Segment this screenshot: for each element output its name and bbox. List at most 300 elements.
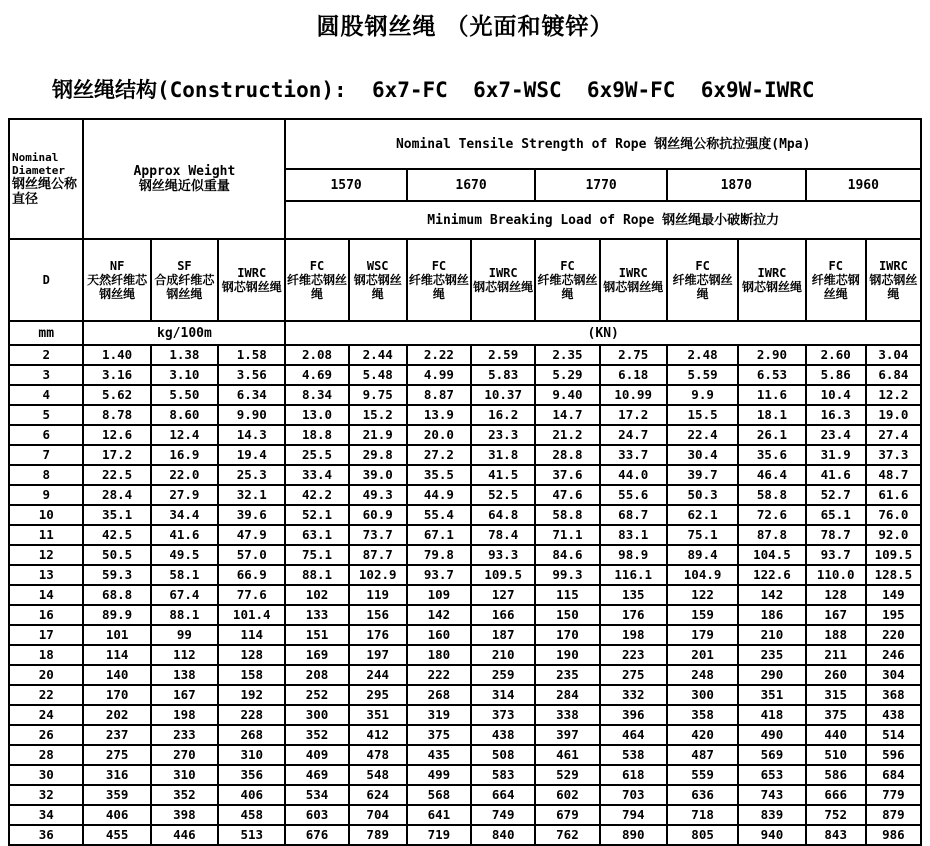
construction-item: 6x9W-IWRC [700,78,815,102]
value-cell: 469 [285,765,348,785]
value-cell: 3.16 [83,365,150,385]
approx-weight-en: Approx Weight [133,164,236,179]
value-cell: 33.4 [285,465,348,485]
value-cell: 25.5 [285,445,348,465]
type-code: FC [560,259,575,273]
value-cell: 27.9 [151,485,218,505]
value-cell: 12.6 [83,425,150,445]
diameter-cell: 4 [9,385,83,405]
value-cell: 28.4 [83,485,150,505]
value-cell: 167 [806,605,866,625]
value-cell: 789 [349,825,407,845]
value-cell: 9.90 [218,405,285,425]
value-cell: 115 [535,585,599,605]
value-cell: 461 [535,745,599,765]
value-cell: 3.56 [218,365,285,385]
value-cell: 270 [151,745,218,765]
type-cn: 纤维芯钢丝绳 [672,273,733,301]
value-cell: 2.35 [535,345,599,365]
value-cell: 9.75 [349,385,407,405]
value-cell: 67.4 [151,585,218,605]
table-row [9,525,921,545]
value-cell: 15.5 [667,405,738,425]
type-cn: 钢芯钢丝绳 [869,273,918,301]
value-cell: 664 [471,785,535,805]
value-cell: 4.99 [407,365,471,385]
value-cell: 5.62 [83,385,150,405]
value-cell: 127 [471,585,535,605]
value-cell: 62.1 [667,505,738,525]
value-cell: 156 [349,605,407,625]
value-cell: 248 [667,665,738,685]
value-cell: 2.75 [600,345,667,365]
value-cell: 406 [83,805,150,825]
value-cell: 718 [667,805,738,825]
value-cell: 244 [349,665,407,685]
value-cell: 201 [667,645,738,665]
weight-type-header [83,239,150,321]
type-code: IWRC [488,266,518,280]
table-row [9,465,921,485]
value-cell: 358 [667,705,738,725]
value-cell: 290 [738,665,805,685]
load-type-header [667,239,738,321]
value-cell: 9.40 [535,385,599,405]
value-cell: 805 [667,825,738,845]
value-cell: 762 [535,825,599,845]
value-cell: 98.9 [600,545,667,565]
value-cell: 14.7 [535,405,599,425]
value-cell: 8.87 [407,385,471,405]
table-row [9,365,921,385]
value-cell: 37.3 [866,445,921,465]
value-cell: 368 [866,685,921,705]
value-cell: 418 [738,705,805,725]
value-cell: 514 [866,725,921,745]
table-row [9,825,921,845]
value-cell: 2.60 [806,345,866,365]
value-cell: 223 [600,645,667,665]
grade-cell: 1570 [285,169,406,201]
value-cell: 176 [349,625,407,645]
value-cell: 420 [667,725,738,745]
table-row [9,345,921,365]
value-cell: 3.10 [151,365,218,385]
table-row [9,625,921,645]
value-cell: 35.5 [407,465,471,485]
value-cell: 464 [600,725,667,745]
value-cell: 375 [407,725,471,745]
value-cell: 35.1 [83,505,150,525]
value-cell: 879 [866,805,921,825]
value-cell: 569 [738,745,805,765]
type-code: IWRC [757,266,787,280]
value-cell: 24.7 [600,425,667,445]
value-cell: 19.0 [866,405,921,425]
value-cell: 28.8 [535,445,599,465]
type-cn: 纤维芯钢丝绳 [811,273,860,301]
value-cell: 188 [806,625,866,645]
value-cell: 75.1 [285,545,348,565]
value-cell: 72.6 [738,505,805,525]
diameter-cell: 8 [9,465,83,485]
value-cell: 63.1 [285,525,348,545]
value-cell: 47.6 [535,485,599,505]
value-cell: 596 [866,745,921,765]
value-cell: 653 [738,765,805,785]
value-cell: 87.7 [349,545,407,565]
diameter-cell: 22 [9,685,83,705]
diameter-cell: 16 [9,605,83,625]
value-cell: 8.60 [151,405,218,425]
value-cell: 618 [600,765,667,785]
value-cell: 684 [866,765,921,785]
value-cell: 259 [471,665,535,685]
value-cell: 18.1 [738,405,805,425]
value-cell: 119 [349,585,407,605]
value-cell: 396 [600,705,667,725]
value-cell: 794 [600,805,667,825]
value-cell: 397 [535,725,599,745]
value-cell: 2.90 [738,345,805,365]
construction-label: 钢丝绳结构(Construction): [52,78,347,102]
value-cell: 26.1 [738,425,805,445]
value-cell: 446 [151,825,218,845]
diameter-cell: 32 [9,785,83,805]
value-cell: 66.9 [218,565,285,585]
value-cell: 83.1 [600,525,667,545]
value-cell: 65.1 [806,505,866,525]
value-cell: 534 [285,785,348,805]
value-cell: 375 [806,705,866,725]
value-cell: 71.1 [535,525,599,545]
value-cell: 78.4 [471,525,535,545]
value-cell: 839 [738,805,805,825]
diameter-cell: 11 [9,525,83,545]
diameter-cell: 7 [9,445,83,465]
type-cn: 钢芯钢丝绳 [353,273,402,301]
value-cell: 35.6 [738,445,805,465]
value-cell: 352 [285,725,348,745]
value-cell: 1.40 [83,345,150,365]
value-cell: 295 [349,685,407,705]
value-cell: 890 [600,825,667,845]
value-cell: 93.7 [407,565,471,585]
type-code: IWRC [878,259,908,273]
table-row [9,765,921,785]
load-type-header [349,239,407,321]
value-cell: 73.7 [349,525,407,545]
type-cn: 纤维芯钢丝绳 [537,273,598,301]
load-type-header [806,239,866,321]
value-cell: 22.5 [83,465,150,485]
table-row [9,645,921,665]
value-cell: 33.7 [600,445,667,465]
value-cell: 17.2 [600,405,667,425]
table-row [9,745,921,765]
value-cell: 513 [218,825,285,845]
value-cell: 743 [738,785,805,805]
value-cell: 20.0 [407,425,471,445]
diameter-cell: 14 [9,585,83,605]
value-cell: 246 [866,645,921,665]
value-cell: 490 [738,725,805,745]
value-cell: 167 [151,685,218,705]
value-cell: 39.7 [667,465,738,485]
value-cell: 676 [285,825,348,845]
nominal-diameter-cn: 钢丝绳公称直径 [12,177,78,207]
value-cell: 34.4 [151,505,218,525]
type-cn: 纤维芯钢丝绳 [408,273,469,301]
construction-item: 6x7-FC [371,78,448,102]
value-cell: 22.0 [151,465,218,485]
value-cell: 159 [667,605,738,625]
value-cell: 2.59 [471,345,535,365]
value-cell: 332 [600,685,667,705]
value-cell: 58.1 [151,565,218,585]
value-cell: 133 [285,605,348,625]
value-cell: 102 [285,585,348,605]
value-cell: 49.5 [151,545,218,565]
value-cell: 92.0 [866,525,921,545]
value-cell: 32.1 [218,485,285,505]
type-code: SF [177,259,192,273]
value-cell: 170 [535,625,599,645]
value-cell: 641 [407,805,471,825]
value-cell: 122 [667,585,738,605]
value-cell: 61.6 [866,485,921,505]
value-cell: 398 [151,805,218,825]
value-cell: 304 [866,665,921,685]
value-cell: 679 [535,805,599,825]
diameter-cell: 10 [9,505,83,525]
value-cell: 300 [667,685,738,705]
value-cell: 112 [151,645,218,665]
value-cell: 50.3 [667,485,738,505]
value-cell: 128.5 [866,565,921,585]
value-cell: 438 [471,725,535,745]
value-cell: 109 [407,585,471,605]
diameter-cell: 9 [9,485,83,505]
table-row [9,585,921,605]
value-cell: 406 [218,785,285,805]
value-cell: 135 [600,585,667,605]
value-cell: 284 [535,685,599,705]
value-cell: 210 [738,625,805,645]
value-cell: 210 [471,645,535,665]
value-cell: 749 [471,805,535,825]
value-cell: 166 [471,605,535,625]
value-cell: 59.3 [83,565,150,585]
value-cell: 47.9 [218,525,285,545]
value-cell: 99 [151,625,218,645]
value-cell: 42.5 [83,525,150,545]
value-cell: 52.7 [806,485,866,505]
value-cell: 529 [535,765,599,785]
value-cell: 39.0 [349,465,407,485]
value-cell: 458 [218,805,285,825]
weight-type-header [218,239,285,321]
value-cell: 170 [83,685,150,705]
table-row [9,425,921,445]
type-code: FC [431,259,447,273]
diameter-cell: 18 [9,645,83,665]
value-cell: 67.1 [407,525,471,545]
load-type-header [407,239,471,321]
value-cell: 93.7 [806,545,866,565]
grade-cell: 1670 [407,169,536,201]
value-cell: 202 [83,705,150,725]
diameter-cell: 24 [9,705,83,725]
value-cell: 23.4 [806,425,866,445]
tensile-strength-header: Nominal Tensile Strength of Rope 钢丝绳公称抗拉强度(Mpa) [285,119,921,169]
load-type-header [471,239,535,321]
value-cell: 39.6 [218,505,285,525]
value-cell: 300 [285,705,348,725]
value-cell: 15.2 [349,405,407,425]
diameter-cell: 5 [9,405,83,425]
diameter-cell: 2 [9,345,83,365]
value-cell: 116.1 [600,565,667,585]
table-row [9,545,921,565]
diameter-cell: 12 [9,545,83,565]
approx-weight-cn: 钢丝绳近似重量 [138,179,230,194]
load-type-header [738,239,805,321]
value-cell: 5.59 [667,365,738,385]
value-cell: 8.34 [285,385,348,405]
value-cell: 352 [151,785,218,805]
value-cell: 44.0 [600,465,667,485]
value-cell: 109.5 [471,565,535,585]
value-cell: 314 [471,685,535,705]
type-code: NF [109,259,125,273]
type-code: IWRC [618,266,648,280]
value-cell: 31.9 [806,445,866,465]
value-cell: 440 [806,725,866,745]
value-cell: 101 [83,625,150,645]
value-cell: 101.4 [218,605,285,625]
value-cell: 46.4 [738,465,805,485]
value-cell: 228 [218,705,285,725]
value-cell: 559 [667,765,738,785]
value-cell: 208 [285,665,348,685]
value-cell: 5.50 [151,385,218,405]
value-cell: 5.29 [535,365,599,385]
value-cell: 5.86 [806,365,866,385]
value-cell: 211 [806,645,866,665]
value-cell: 19.4 [218,445,285,465]
value-cell: 1.38 [151,345,218,365]
value-cell: 169 [285,645,348,665]
value-cell: 940 [738,825,805,845]
table-row [9,505,921,525]
value-cell: 586 [806,765,866,785]
value-cell: 21.2 [535,425,599,445]
value-cell: 624 [349,785,407,805]
value-cell: 30.4 [667,445,738,465]
weight-type-header [151,239,218,321]
value-cell: 122.6 [738,565,805,585]
value-cell: 99.3 [535,565,599,585]
value-cell: 13.9 [407,405,471,425]
value-cell: 603 [285,805,348,825]
construction-item: 6x9W-FC [586,78,676,102]
value-cell: 104.5 [738,545,805,565]
value-cell: 351 [349,705,407,725]
diameter-cell: 30 [9,765,83,785]
value-cell: 338 [535,705,599,725]
value-cell: 237 [83,725,150,745]
value-cell: 68.8 [83,585,150,605]
value-cell: 93.3 [471,545,535,565]
value-cell: 16.2 [471,405,535,425]
value-cell: 499 [407,765,471,785]
value-cell: 79.8 [407,545,471,565]
value-cell: 89.9 [83,605,150,625]
value-cell: 310 [218,745,285,765]
value-cell: 31.8 [471,445,535,465]
rope-spec-table [8,118,922,846]
value-cell: 220 [866,625,921,645]
value-cell: 2.48 [667,345,738,365]
value-cell: 68.7 [600,505,667,525]
value-cell: 84.6 [535,545,599,565]
diameter-cell: 13 [9,565,83,585]
value-cell: 87.8 [738,525,805,545]
value-cell: 25.3 [218,465,285,485]
value-cell: 315 [806,685,866,705]
value-cell: 602 [535,785,599,805]
value-cell: 666 [806,785,866,805]
value-cell: 128 [218,645,285,665]
type-code: FC [828,259,843,273]
value-cell: 160 [407,625,471,645]
value-cell: 197 [349,645,407,665]
diameter-cell: 20 [9,665,83,685]
value-cell: 10.4 [806,385,866,405]
unit-diameter: mm [9,321,83,345]
table-row [9,805,921,825]
value-cell: 3.04 [866,345,921,365]
diameter-cell: 28 [9,745,83,765]
value-cell: 102.9 [349,565,407,585]
value-cell: 60.9 [349,505,407,525]
table-row [9,665,921,685]
value-cell: 52.1 [285,505,348,525]
approx-weight-header [83,119,285,239]
value-cell: 235 [738,645,805,665]
value-cell: 5.48 [349,365,407,385]
value-cell: 1.58 [218,345,285,365]
type-code: FC [309,259,325,273]
table-row [9,725,921,745]
value-cell: 9.9 [667,385,738,405]
value-cell: 176 [600,605,667,625]
value-cell: 151 [285,625,348,645]
value-cell: 17.2 [83,445,150,465]
value-cell: 6.34 [218,385,285,405]
value-cell: 27.2 [407,445,471,465]
value-cell: 18.8 [285,425,348,445]
value-cell: 195 [866,605,921,625]
diameter-cell: 34 [9,805,83,825]
diameter-symbol: D [9,239,83,321]
value-cell: 52.5 [471,485,535,505]
value-cell: 186 [738,605,805,625]
value-cell: 76.0 [866,505,921,525]
table-row [9,605,921,625]
table-row [9,485,921,505]
